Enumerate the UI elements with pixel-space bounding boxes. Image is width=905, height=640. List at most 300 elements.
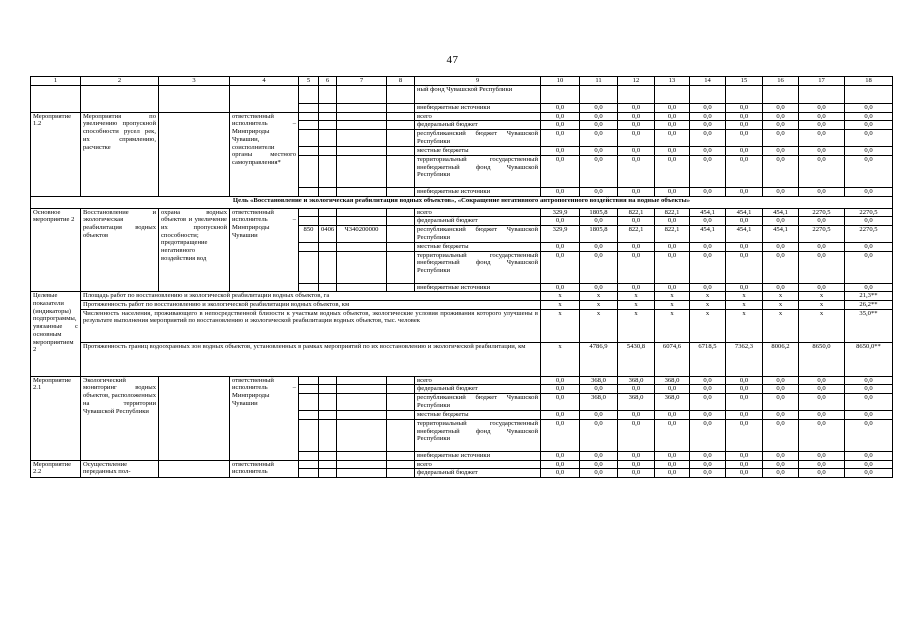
value-cell: x: [690, 292, 726, 301]
empty-cell: [299, 469, 319, 478]
empty-cell: [387, 121, 415, 130]
empty-cell: [319, 385, 337, 394]
empty-cell: [387, 451, 415, 460]
value-cell: 0,0: [845, 217, 893, 226]
value-cell: 0,0: [763, 147, 799, 156]
column-number: 12: [618, 77, 655, 86]
value-cell: 0,0: [726, 411, 763, 420]
value-cell: 0,0: [655, 242, 690, 251]
value-cell: 8650,0: [799, 342, 845, 376]
empty-cell: [337, 187, 387, 196]
empty-cell: [387, 187, 415, 196]
empty-cell: [337, 460, 387, 469]
value-cell: 0,0: [799, 242, 845, 251]
value-cell: 0,0: [726, 112, 763, 121]
value-cell: 0,0: [690, 155, 726, 187]
value-cell: 0,0: [763, 104, 799, 113]
empty-cell: [387, 104, 415, 113]
value-cell: 822,1: [618, 208, 655, 217]
empty-cell: [337, 251, 387, 283]
value-cell: 0,0: [799, 121, 845, 130]
value-cell: 0,0: [799, 147, 845, 156]
empty-cell: [387, 208, 415, 217]
value-cell: x: [763, 292, 799, 301]
column-number: 10: [541, 77, 580, 86]
empty-cell: [299, 251, 319, 283]
value-cell: [580, 86, 618, 104]
csr-code: Ч340200000: [337, 225, 387, 242]
funding-source: внебюджетные источники: [415, 104, 541, 113]
empty-cell: [299, 460, 319, 469]
value-cell: 0,0: [799, 283, 845, 292]
value-cell: 0,0: [763, 283, 799, 292]
rz-code: 0406: [319, 225, 337, 242]
value-cell: [763, 86, 799, 104]
indicator-text: Площадь работ по восстановлению и экологической реабилитации водных объектов, га: [81, 292, 541, 301]
responsible-executor: ответственный исполнитель: [230, 460, 299, 477]
column-number: 7: [337, 77, 387, 86]
empty-cell: [299, 155, 319, 187]
value-cell: 0,0: [726, 104, 763, 113]
value-cell: 0,0: [763, 376, 799, 385]
event-task: охрана водных объектов и увеличение их пропускной способности; предотвращение негативного воздействия вод: [159, 208, 230, 292]
value-cell: 0,0: [690, 419, 726, 451]
value-cell: 454,1: [763, 208, 799, 217]
empty-cell: [230, 86, 299, 113]
table-row: [31, 208, 893, 217]
value-cell: 368,0: [618, 394, 655, 411]
column-number: 17: [799, 77, 845, 86]
event-task: [159, 112, 230, 196]
value-cell: 0,0: [799, 419, 845, 451]
value-cell: 0,0: [763, 460, 799, 469]
value-cell: 0,0: [655, 283, 690, 292]
event-description: Экологический мониторинг водных объектов, расположенных на территории Чувашской Республики: [81, 376, 159, 460]
value-cell: 0,0: [845, 187, 893, 196]
empty-cell: [299, 86, 319, 104]
empty-cell: [337, 217, 387, 226]
value-cell: 454,1: [726, 208, 763, 217]
value-cell: x: [763, 309, 799, 342]
value-cell: 0,0: [799, 112, 845, 121]
value-cell: 368,0: [580, 394, 618, 411]
value-cell: 0,0: [655, 130, 690, 147]
empty-cell: [337, 469, 387, 478]
empty-cell: [319, 86, 337, 104]
empty-cell: [159, 86, 230, 113]
grbs-code: 850: [299, 225, 319, 242]
value-cell: 0,0: [690, 121, 726, 130]
empty-cell: [319, 121, 337, 130]
value-cell: x: [655, 301, 690, 310]
value-cell: 0,0: [799, 469, 845, 478]
value-cell: 0,0: [580, 130, 618, 147]
value-cell: 0,0: [690, 251, 726, 283]
table-row: [31, 112, 893, 121]
empty-cell: [299, 217, 319, 226]
value-cell: 0,0: [690, 411, 726, 420]
value-cell: 0,0: [580, 283, 618, 292]
empty-cell: [299, 451, 319, 460]
value-cell: 0,0: [845, 130, 893, 147]
value-cell: 0,0: [690, 130, 726, 147]
column-number: 18: [845, 77, 893, 86]
value-cell: 0,0: [618, 411, 655, 420]
value-cell: 0,0: [690, 187, 726, 196]
value-cell: 0,0: [655, 187, 690, 196]
value-cell: 0,0: [618, 451, 655, 460]
value-cell: 6074,6: [655, 342, 690, 376]
value-cell: 0,0: [541, 147, 580, 156]
value-cell: 0,0: [618, 130, 655, 147]
value-cell: 0,0: [845, 419, 893, 451]
empty-cell: [299, 147, 319, 156]
empty-cell: [319, 155, 337, 187]
value-cell: [655, 86, 690, 104]
value-cell: [845, 86, 893, 104]
value-cell: 0,0: [799, 130, 845, 147]
value-cell: 0,0: [799, 104, 845, 113]
value-cell: 0,0: [799, 187, 845, 196]
empty-cell: [337, 419, 387, 451]
empty-cell: [299, 104, 319, 113]
value-cell: 0,0: [580, 155, 618, 187]
indicator-row: [31, 309, 893, 342]
value-cell: x: [726, 301, 763, 310]
event-task: [159, 460, 230, 477]
funding-source: ный фонд Чувашской Республики: [415, 86, 541, 104]
funding-source: внебюджетные источники: [415, 451, 541, 460]
value-cell: 0,0: [845, 394, 893, 411]
value-cell: 0,0: [845, 104, 893, 113]
value-cell: 0,0: [580, 112, 618, 121]
value-cell: 0,0: [726, 251, 763, 283]
value-cell: 0,0: [763, 242, 799, 251]
value-cell: 0,0: [690, 217, 726, 226]
value-cell: 0,0: [845, 242, 893, 251]
funding-source: федеральный бюджет: [415, 469, 541, 478]
event-description: Осуществление переданных пол-: [81, 460, 159, 477]
value-cell: 368,0: [618, 376, 655, 385]
column-number: 2: [81, 77, 159, 86]
value-cell: 0,0: [655, 451, 690, 460]
event-name: Мероприятие 2.2: [31, 460, 81, 477]
value-cell: 0,0: [845, 460, 893, 469]
empty-cell: [337, 86, 387, 104]
table-row: [31, 86, 893, 104]
event-name: Основное мероприятие 2: [31, 208, 81, 292]
value-cell: 0,0: [763, 451, 799, 460]
event-name: Мероприятие 2.1: [31, 376, 81, 460]
value-cell: 0,0: [541, 394, 580, 411]
value-cell: 0,0: [618, 217, 655, 226]
indicator-row: [31, 292, 893, 301]
funding-source: федеральный бюджет: [415, 121, 541, 130]
value-cell: 0,0: [690, 147, 726, 156]
value-cell: x: [541, 292, 580, 301]
funding-source: территориальный государственный внебюджетный фонд Чувашской Республики: [415, 155, 541, 187]
page-number: 47: [446, 54, 459, 66]
empty-cell: [319, 242, 337, 251]
value-cell: 2270,5: [799, 225, 845, 242]
value-cell: 0,0: [541, 460, 580, 469]
goal-row: [31, 196, 893, 208]
empty-cell: [31, 86, 81, 113]
funding-source: федеральный бюджет: [415, 217, 541, 226]
funding-source: всего: [415, 208, 541, 217]
indicator-text: Протяженность границ водоохранных зон водных объектов, установленных в рамках мероприятий по их восстановлению и экологической реабилитации, км: [81, 342, 541, 376]
funding-source: республиканский бюджет Чувашской Республики: [415, 225, 541, 242]
value-cell: 0,0: [655, 217, 690, 226]
column-number: 15: [726, 77, 763, 86]
empty-cell: [337, 104, 387, 113]
empty-cell: [337, 242, 387, 251]
funding-source: местные бюджеты: [415, 147, 541, 156]
value-cell: 0,0: [690, 394, 726, 411]
column-number: 9: [415, 77, 541, 86]
value-cell: 0,0: [845, 251, 893, 283]
value-cell: 0,0: [726, 469, 763, 478]
column-number: 4: [230, 77, 299, 86]
value-cell: x: [690, 309, 726, 342]
empty-cell: [81, 86, 159, 113]
value-cell: 0,0: [655, 104, 690, 113]
table-row: [31, 376, 893, 385]
value-cell: 454,1: [726, 225, 763, 242]
empty-cell: [337, 147, 387, 156]
value-cell: 822,1: [655, 225, 690, 242]
value-cell: 0,0: [541, 376, 580, 385]
empty-cell: [319, 130, 337, 147]
indicator-row: [31, 301, 893, 310]
value-cell: 0,0: [726, 451, 763, 460]
empty-cell: [319, 112, 337, 121]
value-cell: 0,0: [541, 242, 580, 251]
empty-cell: [319, 147, 337, 156]
value-cell: 0,0: [580, 469, 618, 478]
table-row: [31, 460, 893, 469]
value-cell: 0,0: [845, 451, 893, 460]
empty-cell: [299, 112, 319, 121]
empty-cell: [387, 469, 415, 478]
event-description: Мероприятия по увеличению пропускной способности русел рек, их спрямлению, расчистке: [81, 112, 159, 196]
value-cell: 368,0: [655, 394, 690, 411]
empty-cell: [337, 130, 387, 147]
value-cell: [541, 86, 580, 104]
value-cell: 0,0: [763, 187, 799, 196]
value-cell: 0,0: [580, 460, 618, 469]
value-cell: x: [799, 309, 845, 342]
value-cell: 0,0: [845, 385, 893, 394]
value-cell: [618, 86, 655, 104]
value-cell: 0,0: [541, 419, 580, 451]
empty-cell: [337, 208, 387, 217]
funding-source: республиканский бюджет Чувашской Республики: [415, 394, 541, 411]
empty-cell: [337, 394, 387, 411]
value-cell: 0,0: [763, 112, 799, 121]
value-cell: 0,0: [580, 121, 618, 130]
value-cell: 0,0: [845, 376, 893, 385]
value-cell: 8006,2: [763, 342, 799, 376]
empty-cell: [319, 217, 337, 226]
indicator-row: [31, 342, 893, 376]
value-cell: 0,0: [618, 104, 655, 113]
empty-cell: [319, 104, 337, 113]
value-cell: 0,0: [541, 187, 580, 196]
value-cell: 0,0: [726, 130, 763, 147]
column-number: 8: [387, 77, 415, 86]
empty-cell: [387, 376, 415, 385]
value-cell: 0,0: [799, 411, 845, 420]
funding-source: федеральный бюджет: [415, 385, 541, 394]
value-cell: 0,0: [618, 147, 655, 156]
value-cell: 0,0: [618, 251, 655, 283]
responsible-executor: ответственный исполнитель – Минприроды Чувашии: [230, 376, 299, 460]
empty-cell: [299, 411, 319, 420]
funding-source: территориальный государственный внебюджетный фонд Чувашской Республики: [415, 251, 541, 283]
empty-cell: [387, 147, 415, 156]
empty-cell: [299, 130, 319, 147]
event-task: [159, 376, 230, 460]
value-cell: 0,0: [799, 376, 845, 385]
value-cell: 0,0: [618, 419, 655, 451]
empty-cell: [387, 242, 415, 251]
value-cell: x: [655, 309, 690, 342]
value-cell: 0,0: [541, 469, 580, 478]
value-cell: x: [541, 309, 580, 342]
empty-cell: [337, 121, 387, 130]
value-cell: 0,0: [541, 385, 580, 394]
empty-cell: [337, 411, 387, 420]
value-cell: 0,0: [541, 130, 580, 147]
value-cell: 329,9: [541, 208, 580, 217]
value-cell: 0,0: [541, 251, 580, 283]
value-cell: 0,0: [541, 112, 580, 121]
value-cell: 0,0: [541, 217, 580, 226]
value-cell: x: [726, 309, 763, 342]
column-number: 5: [299, 77, 319, 86]
value-cell: 0,0: [763, 419, 799, 451]
value-cell: 0,0: [655, 251, 690, 283]
value-cell: 0,0: [655, 112, 690, 121]
empty-cell: [319, 469, 337, 478]
value-cell: 0,0: [763, 121, 799, 130]
value-cell: 1805,8: [580, 225, 618, 242]
empty-cell: [387, 86, 415, 104]
funding-source: всего: [415, 376, 541, 385]
empty-cell: [387, 225, 415, 242]
value-cell: 2270,5: [845, 225, 893, 242]
value-cell: 0,0: [799, 460, 845, 469]
value-cell: 368,0: [655, 376, 690, 385]
value-cell: 0,0: [763, 130, 799, 147]
value-cell: 0,0: [845, 147, 893, 156]
empty-cell: [337, 451, 387, 460]
value-cell: 329,9: [541, 225, 580, 242]
value-cell: 0,0: [799, 394, 845, 411]
empty-cell: [319, 283, 337, 292]
value-cell: 454,1: [690, 225, 726, 242]
empty-cell: [387, 217, 415, 226]
value-cell: 0,0: [845, 121, 893, 130]
empty-cell: [319, 187, 337, 196]
column-number: 16: [763, 77, 799, 86]
value-cell: x: [799, 301, 845, 310]
empty-cell: [319, 394, 337, 411]
empty-cell: [299, 419, 319, 451]
event-name: Мероприятие 1.2: [31, 112, 81, 196]
value-cell: 6718,5: [690, 342, 726, 376]
value-cell: 8650,0**: [845, 342, 893, 376]
value-cell: x: [690, 301, 726, 310]
value-cell: 0,0: [726, 217, 763, 226]
column-number: 11: [580, 77, 618, 86]
value-cell: 0,0: [763, 385, 799, 394]
value-cell: 0,0: [690, 376, 726, 385]
value-cell: 0,0: [618, 283, 655, 292]
empty-cell: [387, 155, 415, 187]
value-cell: 0,0: [655, 411, 690, 420]
empty-cell: [319, 208, 337, 217]
empty-cell: [299, 283, 319, 292]
value-cell: [799, 86, 845, 104]
value-cell: 0,0: [580, 147, 618, 156]
value-cell: 0,0: [655, 155, 690, 187]
value-cell: x: [726, 292, 763, 301]
value-cell: 0,0: [799, 251, 845, 283]
value-cell: 4786,9: [580, 342, 618, 376]
funding-source: внебюджетные источники: [415, 187, 541, 196]
value-cell: 0,0: [618, 242, 655, 251]
funding-source: всего: [415, 460, 541, 469]
value-cell: 0,0: [541, 411, 580, 420]
value-cell: 0,0: [655, 460, 690, 469]
value-cell: 0,0: [618, 187, 655, 196]
value-cell: 0,0: [845, 112, 893, 121]
empty-cell: [337, 283, 387, 292]
value-cell: 0,0: [726, 385, 763, 394]
value-cell: 0,0: [690, 242, 726, 251]
value-cell: x: [655, 292, 690, 301]
value-cell: 0,0: [763, 251, 799, 283]
empty-cell: [319, 411, 337, 420]
funding-table: [30, 76, 893, 478]
value-cell: 0,0: [799, 217, 845, 226]
value-cell: 0,0: [580, 411, 618, 420]
value-cell: 0,0: [726, 376, 763, 385]
value-cell: 0,0: [726, 147, 763, 156]
empty-cell: [387, 130, 415, 147]
value-cell: 7362,3: [726, 342, 763, 376]
column-number: 14: [690, 77, 726, 86]
indicators-label: Целевые показатели (индикаторы) подпрограммы, увязанные с основным мероприятием 2: [31, 292, 81, 376]
empty-cell: [319, 451, 337, 460]
value-cell: 0,0: [726, 155, 763, 187]
value-cell: 0,0: [541, 451, 580, 460]
value-cell: 0,0: [845, 469, 893, 478]
empty-cell: [387, 283, 415, 292]
value-cell: x: [541, 342, 580, 376]
value-cell: [690, 86, 726, 104]
value-cell: 21,3**: [845, 292, 893, 301]
value-cell: 454,1: [763, 225, 799, 242]
value-cell: 0,0: [726, 460, 763, 469]
value-cell: x: [580, 301, 618, 310]
empty-cell: [299, 376, 319, 385]
empty-cell: [299, 187, 319, 196]
value-cell: 0,0: [763, 411, 799, 420]
value-cell: 35,0**: [845, 309, 893, 342]
